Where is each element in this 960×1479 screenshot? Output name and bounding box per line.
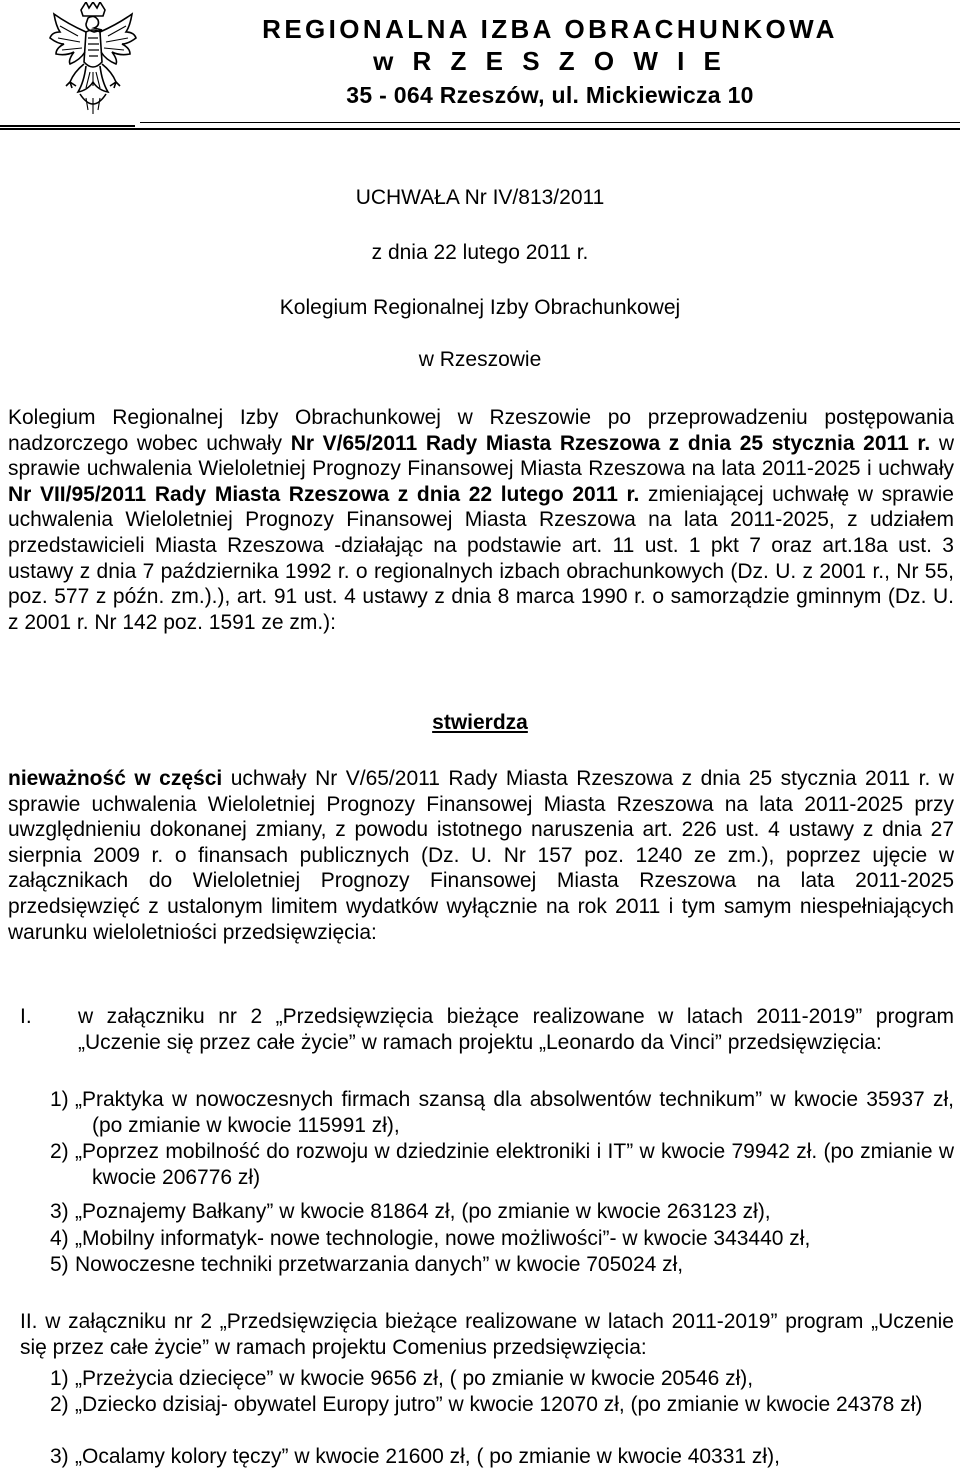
preamble-text-2: w sprawie uchwalenia Wieloletniej Prognozy Finansowej Miasta Rzeszowa na lata 2011-2025 i uchwały (8, 431, 955, 481)
section-2-text (8, 1309, 954, 1360)
section-2-body: w załączniku nr 2 „Przedsięwzięcia bieżące realizowane w latach 2011-2019” program „Uczenie się przez całe życie” w ramach projektu Comenius przedsięwzięcia: (20, 1310, 954, 1359)
polish-eagle-emblem-icon (48, 2, 138, 126)
preamble-paragraph (8, 405, 954, 635)
section-1-text: w załączniku nr 2 „Przedsięwzięcia bieżące realizowane w latach 2011-2019” program „Uczenie się przez całe życie” w ramach projektu „Leonardo da Vinci” przedsięwzięcia: (78, 1005, 954, 1054)
org-name: REGIONALNA IZBA OBRACHUNKOWA (262, 14, 838, 44)
section-2-item-number: 2) (50, 1393, 69, 1416)
section-1-item-number: 3) (50, 1200, 69, 1223)
section-2-item-number: 1) (50, 1367, 69, 1390)
section-2-numeral: II. (20, 1310, 38, 1333)
section-1-item-text: Nowoczesne techniki przetwarzania danych” w kwocie 705024 zł, (75, 1253, 684, 1276)
section-1-item-text: „Poznajemy Bałkany” w kwocie 81864 zł, (po zmianie w kwocie 263123 zł), (75, 1200, 771, 1223)
resolution-date: z dnia 22 lutego 2011 r. (371, 241, 589, 264)
section-1-item (40, 1199, 954, 1225)
authority-name: Kolegium Regionalnej Izby Obrachunkowej (279, 296, 681, 319)
finding-text: uchwały Nr V/65/2011 Rady Miasta Rzeszowa z dnia 25 stycznia 2011 r. w sprawie uchwalenia Wieloletniej Prognozy Finansowej Miasta Rzeszowa na lata 2011-2025 przy uwzględnieniu dokonanej zmiany, z powodu istotnego naruszenia art. 226 ust. 4 ustawy z dnia 27 sierpnia 2009 r. o finansach publicznych (Dz. U. Nr 157 poz. 1240 ze zm.), poprzez ujęcie w załącznikach do Wieloletniej Prognozy Finansowej Miasta Rzeszowa na lata 2011-2025 przedsięwzięć z ustalonym limitem wydatków wyłącznie na rok 2011 i tym samym niespełniających warunku wieloletniości przedsięwzięcia: (8, 767, 954, 944)
section-1-item-number: 1) (50, 1088, 69, 1111)
preamble-resolution-1: Nr V/65/2011 Rady Miasta Rzeszowa z dnia 25 stycznia 2011 r. (290, 431, 931, 455)
section-1-item-text: „Mobilny informatyk- nowe technologie, nowe możliwości”- w kwocie 343440 zł, (75, 1227, 811, 1250)
verdict-heading: stwierdza (432, 711, 528, 734)
section-2-item (40, 1444, 954, 1470)
finding-paragraph (8, 766, 954, 945)
section-1-item-number: 2) (50, 1140, 69, 1163)
section-1-item-number: 5) (50, 1253, 69, 1276)
section-1-item (40, 1226, 954, 1252)
section-2-item (40, 1392, 954, 1418)
section-2-item-number: 3) (50, 1445, 69, 1468)
header-rule-short (0, 125, 135, 127)
section-1-item-number: 4) (50, 1227, 69, 1250)
section-2 (8, 1309, 954, 1360)
section-1-item (40, 1087, 954, 1138)
section-1-item-text: „Praktyka w nowoczesnych firmach szansą dla absolwentów technikum” w kwocie 35937 zł, (po zmianie w kwocie 115991 zł), (75, 1088, 954, 1137)
org-address: 35 - 064 Rzeszów, ul. Mickiewicza 10 (346, 82, 754, 108)
resolution-title: UCHWAŁA Nr IV/813/2011 (355, 186, 605, 209)
authority-place: w Rzeszowie (418, 348, 542, 371)
section-2-item-text: „Dziecko dzisiaj- obywatel Europy jutro” w kwocie 12070 zł, (po zmianie w kwocie 24378 zł) (75, 1393, 923, 1416)
section-1 (8, 1004, 954, 1055)
preamble-text-3: zmieniającej uchwałę w sprawie uchwalenia Wieloletniej Prognozy Finansowej Miasta Rzeszowa na lata 2011-2025, z udziałem przedstawicieli Miasta Rzeszowa -działając na podstawie art. 11 ust. 1 pkt 7 oraz art.18a ust. 3 ustawy z dnia 7 października 1992 r. o regionalnych izbach obrachunkowych (Dz. U. z 2001 r., Nr 55, poz. 577 z późn. zm.).), art. 91 ust. 4 ustawy z dnia 8 marca 1990 r. o samorządzie gminnym (Dz. U. z 2001 r. Nr 142 poz. 1591 ze zm.): (8, 482, 954, 634)
section-1-item-text: „Poprzez mobilność do rozwoju w dziedzinie elektroniki i IT” w kwocie 79942 zł. (po zmianie w kwocie 206776 zł) (75, 1140, 954, 1189)
preamble-resolution-2: Nr VII/95/2011 Rady Miasta Rzeszowa z dnia 22 lutego 2011 r. (8, 482, 640, 506)
org-city: w R Z E S Z O W I E (373, 46, 727, 76)
section-2-item-text: „Przeżycia dziecięce” w kwocie 9656 zł, ( po zmianie w kwocie 20546 zł), (75, 1367, 754, 1390)
letterhead (0, 0, 960, 135)
section-1-item (40, 1139, 954, 1190)
header-rule (0, 128, 960, 130)
header-rule-thin (140, 122, 960, 123)
finding-bold: nieważność w części (8, 767, 223, 790)
preamble-text-1: Kolegium Regionalnej Izby Obrachunkowej w Rzeszowie po przeprowadzeniu postępowania nadzorczego wobec uchwały (8, 406, 954, 455)
section-2-item-text: „Ocalamy kolory tęczy” w kwocie 21600 zł, ( po zmianie w kwocie 40331 zł), (75, 1445, 780, 1468)
section-2-item (40, 1366, 954, 1392)
section-1-item (40, 1252, 954, 1278)
section-1-numeral: I. (20, 1005, 32, 1028)
